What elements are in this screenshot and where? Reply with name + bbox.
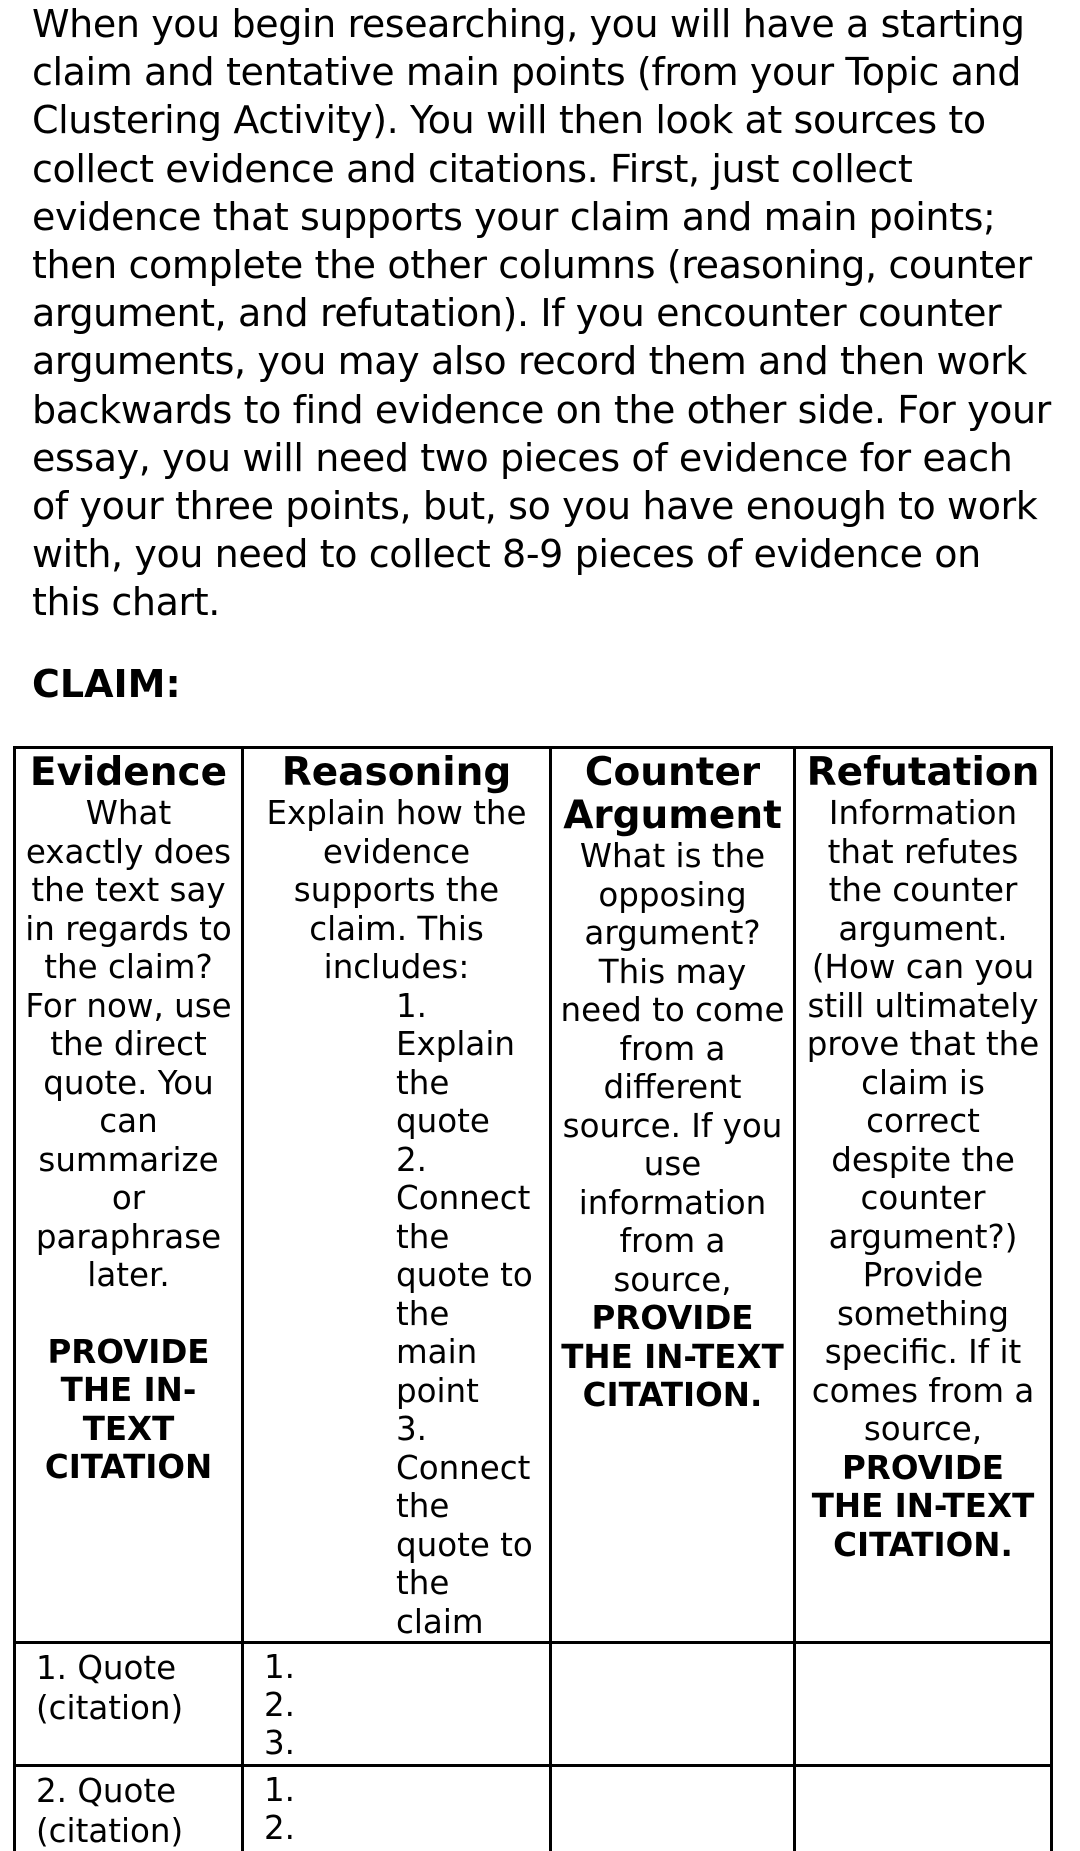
evidence-entry-text: 2. Quote (citation)	[36, 1771, 241, 1851]
evidence-entry-text: 1. Quote (citation)	[36, 1648, 241, 1728]
evidence-header-emphasis: PROVIDE THE IN-TEXT CITATION	[24, 1333, 233, 1487]
reasoning-entry-number: 1.	[264, 1648, 549, 1686]
reasoning-entry-cell[interactable]	[243, 1643, 551, 1766]
evidence-header-title: Evidence	[24, 751, 233, 794]
evidence-header-cell	[15, 748, 243, 1643]
claim-label: CLAIM:	[32, 660, 181, 708]
reasoning-step: 1. Explain the quote	[396, 987, 536, 1141]
reasoning-step: 3. Connect the quote to the claim	[396, 1410, 536, 1641]
reasoning-entry-number: 2.	[264, 1809, 549, 1847]
refutation-entry-cell[interactable]	[795, 1766, 1052, 1851]
evidence-chart-table	[13, 746, 1053, 1851]
reasoning-entry-number: 3.	[264, 1724, 549, 1762]
counter-argument-entry-cell[interactable]	[551, 1766, 795, 1851]
evidence-header-description: What exactly does the text say in regards to the claim? For now, use the direct quote. You can summarize or paraphrase later.	[24, 794, 233, 1295]
reasoning-entry-number: 2.	[264, 1686, 549, 1724]
counter-argument-entry-cell[interactable]	[551, 1643, 795, 1766]
reasoning-header-title: Reasoning	[252, 751, 541, 794]
reasoning-entry-cell[interactable]	[243, 1766, 551, 1851]
reasoning-steps-list	[396, 987, 536, 1642]
counter-argument-header-cell	[551, 748, 795, 1643]
reasoning-header-cell	[243, 748, 551, 1643]
counter-argument-header-description: What is the opposing argument? This may need to come from a different source. If you use information from a source,	[560, 837, 785, 1299]
table-row	[15, 1766, 1052, 1851]
reasoning-header-description: Explain how the evidence supports the claim. This includes:	[252, 794, 541, 987]
evidence-entry-cell[interactable]	[15, 1643, 243, 1766]
reasoning-entry-number: 1.	[264, 1771, 549, 1809]
instructions-paragraph: When you begin researching, you will have a starting claim and tentative main points (from your Topic and Clustering Activity). You will then look at sources to collect evidence and citations. First, just collect evidence that supports your claim and main points; then complete the other columns (reasoning, counter argument, and refutation). If you encounter counter arguments, you may also record them and then work backwards to find evidence on the other side. For your essay, you will need two pieces of evidence for each of your three points, but, so you have enough to work with, you need to collect 8-9 pieces of evidence on this chart.	[32, 0, 1052, 627]
refutation-header-title: Refutation	[804, 751, 1042, 794]
refutation-header-cell	[795, 748, 1052, 1643]
refutation-entry-cell[interactable]	[795, 1643, 1052, 1766]
refutation-header-emphasis: PROVIDE THE IN-TEXT CITATION.	[804, 1449, 1042, 1565]
table-header-row	[15, 748, 1052, 1643]
evidence-entry-cell[interactable]	[15, 1766, 243, 1851]
table-row	[15, 1643, 1052, 1766]
counter-argument-header-title: Counter Argument	[560, 751, 785, 837]
refutation-header-description: Information that refutes the counter argument. (How can you still ultimately prove that the claim is correct despite the counter argument?) Provide something specific. If it comes from a source,	[804, 794, 1042, 1449]
counter-argument-header-emphasis: PROVIDE THE IN-TEXT CITATION.	[560, 1299, 785, 1415]
reasoning-step: 2. Connect the quote to the main point	[396, 1141, 536, 1411]
